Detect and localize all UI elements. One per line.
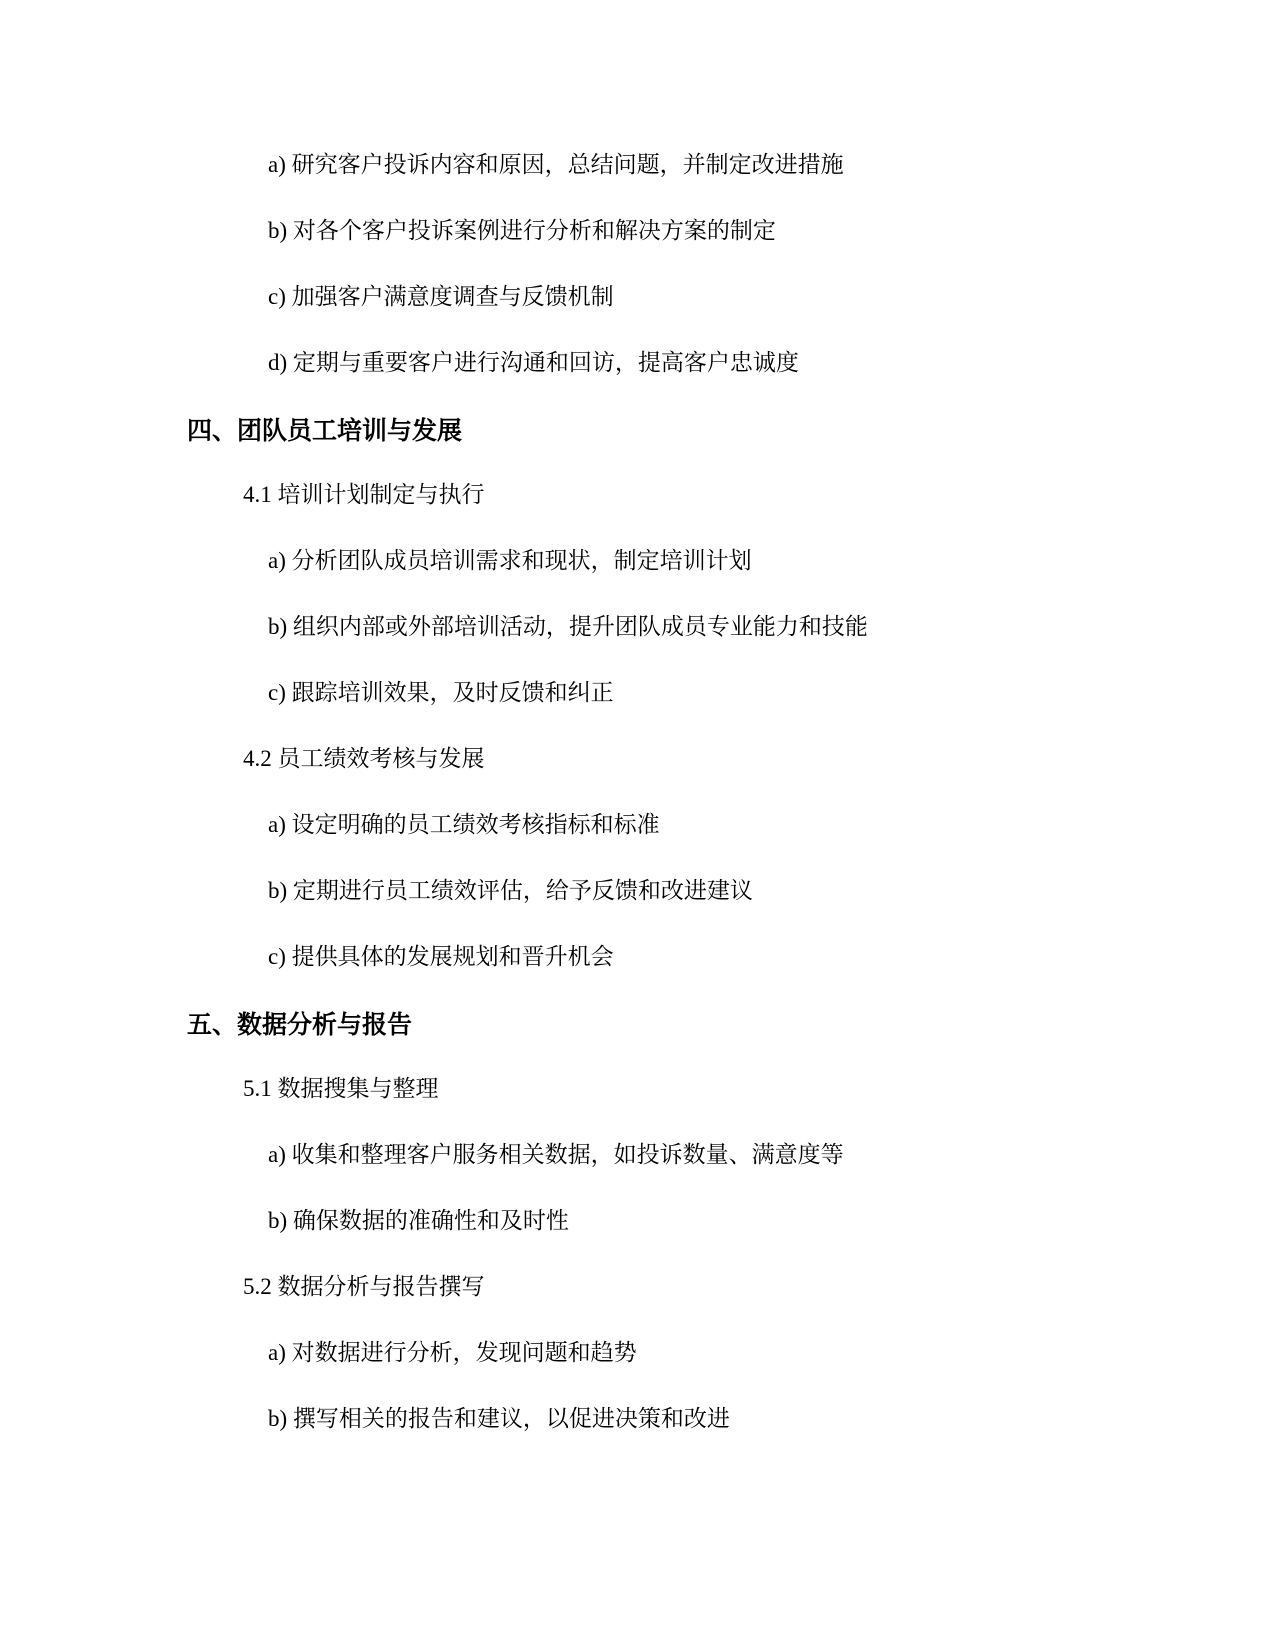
list-item: b) 确保数据的准确性和及时性 bbox=[268, 1208, 569, 1233]
list-item: b) 对各个客户投诉案例进行分析和解决方案的制定 bbox=[268, 218, 776, 243]
list-item: c) 提供具体的发展规划和晋升机会 bbox=[268, 944, 614, 969]
section-heading-4: 四、团队员工培训与发展 bbox=[187, 417, 463, 445]
list-item: c) 跟踪培训效果，及时反馈和纠正 bbox=[268, 680, 614, 705]
list-item: b) 撰写相关的报告和建议，以促进决策和改进 bbox=[268, 1406, 730, 1431]
list-item: b) 定期进行员工绩效评估，给予反馈和改进建议 bbox=[268, 878, 753, 903]
list-item: d) 定期与重要客户进行沟通和回访，提高客户忠诚度 bbox=[268, 350, 799, 375]
subsection-title-5-1: 5.1 数据搜集与整理 bbox=[243, 1076, 439, 1101]
list-item: a) 分析团队成员培训需求和现状，制定培训计划 bbox=[268, 548, 752, 573]
subsection-title-5-2: 5.2 数据分析与报告撰写 bbox=[243, 1274, 485, 1299]
list-item: c) 加强客户满意度调查与反馈机制 bbox=[268, 284, 614, 309]
subsection-title-4-1: 4.1 培训计划制定与执行 bbox=[243, 482, 485, 507]
list-item: a) 研究客户投诉内容和原因，总结问题，并制定改进措施 bbox=[268, 152, 844, 177]
list-item: b) 组织内部或外部培训活动，提升团队成员专业能力和技能 bbox=[268, 614, 868, 639]
list-item: a) 对数据进行分析，发现问题和趋势 bbox=[268, 1340, 637, 1365]
list-item: a) 收集和整理客户服务相关数据，如投诉数量、满意度等 bbox=[268, 1142, 844, 1167]
list-item: a) 设定明确的员工绩效考核指标和标准 bbox=[268, 812, 660, 837]
subsection-title-4-2: 4.2 员工绩效考核与发展 bbox=[243, 746, 485, 771]
section-heading-5: 五、数据分析与报告 bbox=[187, 1011, 413, 1039]
